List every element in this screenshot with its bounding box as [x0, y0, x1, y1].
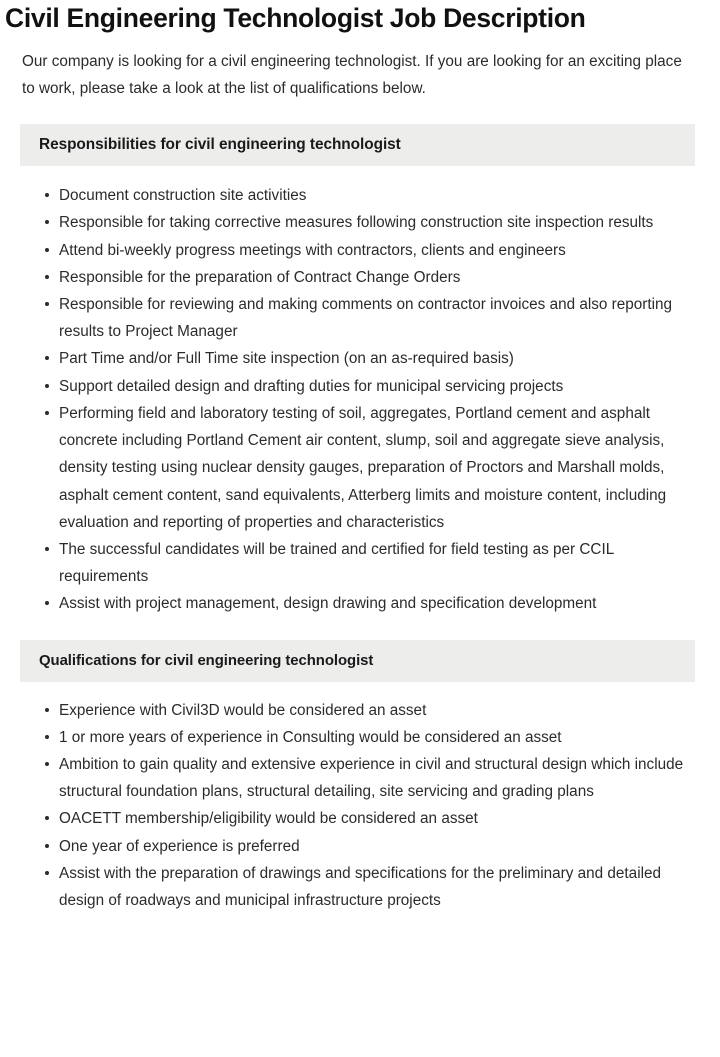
list-item: One year of experience is preferred — [45, 833, 695, 860]
intro-paragraph: Our company is looking for a civil engineering technologist. If you are looking for an exciting place to work, please take a look at the list of qualifications below. — [22, 52, 682, 97]
section-qualifications — [0, 640, 720, 915]
list-item: 1 or more years of experience in Consulting would be considered an asset — [45, 724, 695, 751]
list-item: Part Time and/or Full Time site inspection (on an as-required basis) — [45, 345, 695, 372]
list-item: Responsible for taking corrective measures following construction site inspection results — [45, 209, 695, 236]
section-header-label: Responsibilities for civil engineering technologist — [39, 136, 401, 154]
list-item: Performing field and laboratory testing of soil, aggregates, Portland cement and asphalt concrete including Portland Cement air content, slump, soil and aggregate sieve analysis, density testing using nuclear density gauges, preparation of Proctors and Marshall molds, asphalt cement content, sand equivalents, Atterberg limits and moisture content, including evaluation and reporting of properties and characteristics — [45, 400, 695, 536]
section-header-responsibilities — [20, 124, 695, 166]
list-item: Assist with project management, design drawing and specification development — [45, 590, 695, 617]
list-item: Assist with the preparation of drawings and specifications for the preliminary and detailed design of roadways and municipal infrastructure projects — [45, 860, 695, 914]
section-responsibilities — [0, 124, 720, 618]
qualifications-list — [0, 682, 720, 915]
list-item: Attend bi-weekly progress meetings with contractors, clients and engineers — [45, 237, 695, 264]
list-item: Experience with Civil3D would be considered an asset — [45, 697, 695, 724]
list-item: Document construction site activities — [45, 182, 695, 209]
section-header-label: Qualifications for civil engineering technologist — [39, 652, 374, 669]
section-header-qualifications — [20, 640, 695, 682]
list-item: Responsible for reviewing and making comments on contractor invoices and also reporting results to Project Manager — [45, 291, 695, 345]
responsibilities-list — [0, 166, 720, 618]
list-item: Ambition to gain quality and extensive experience in civil and structural design which include structural foundation plans, structural detailing, site servicing and grading plans — [45, 751, 695, 805]
list-item: Responsible for the preparation of Contract Change Orders — [45, 264, 695, 291]
page-title: Civil Engineering Technologist Job Description — [5, 3, 586, 33]
list-item: Support detailed design and drafting duties for municipal servicing projects — [45, 373, 695, 400]
list-item: OACETT membership/eligibility would be considered an asset — [45, 805, 695, 832]
list-item: The successful candidates will be trained and certified for field testing as per CCIL requirements — [45, 536, 695, 590]
